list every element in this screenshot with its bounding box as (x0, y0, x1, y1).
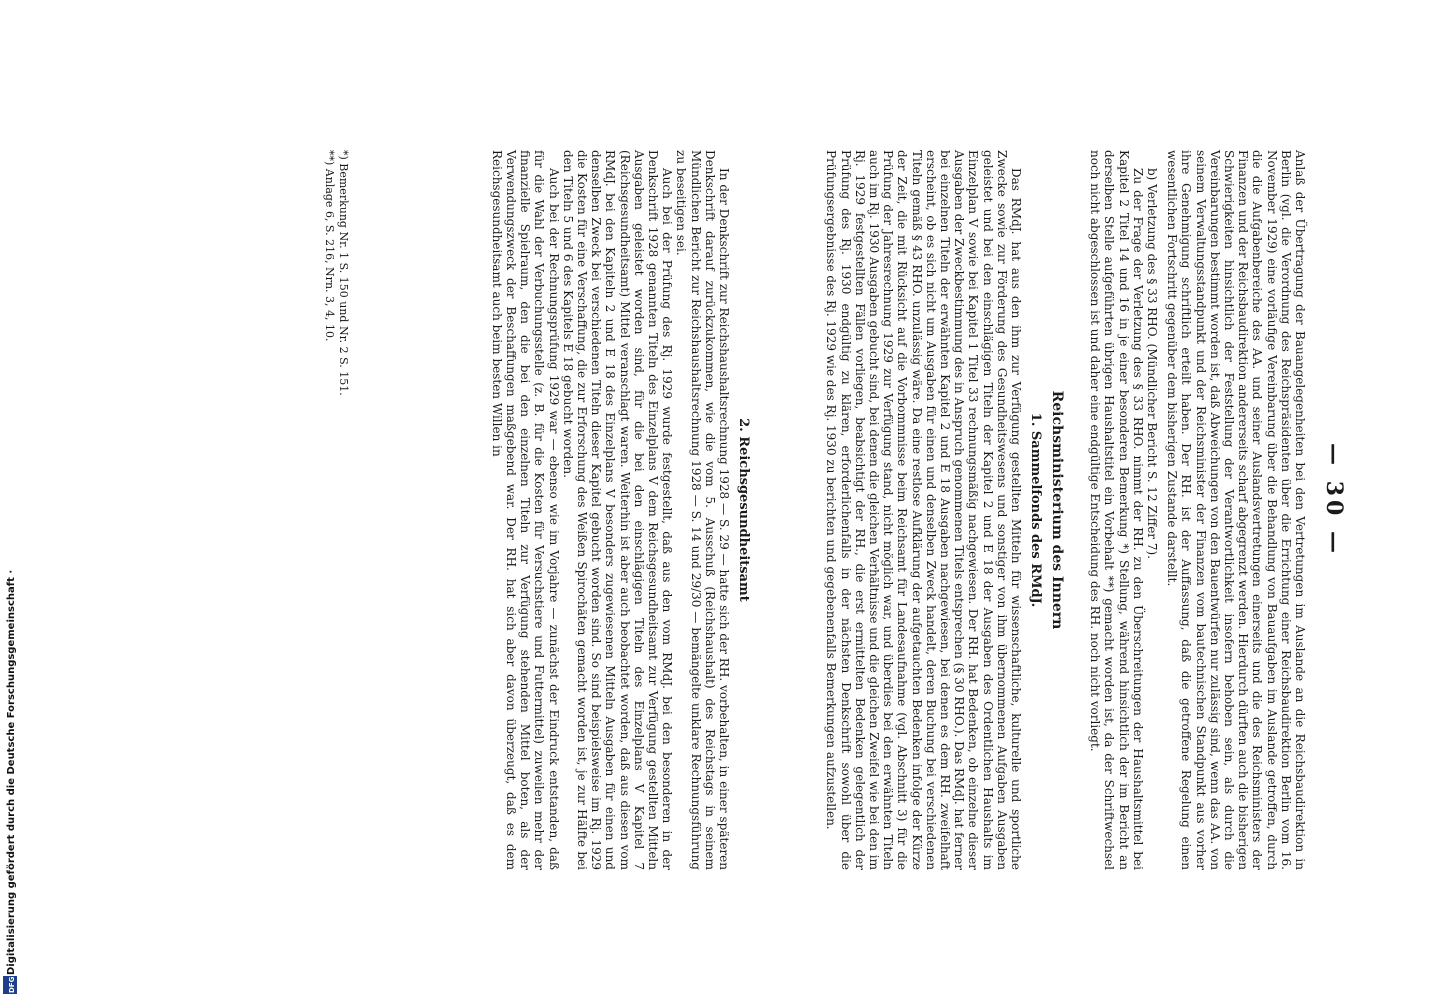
section-b-text: Zu der Frage der Verletzung des § 33 RHO. nimmt der RH. zu den Überschreitungen der Haushaltsmittel bei Kapitel 2 Titel 14 und 16 in je einer besonderen Bemerkung *) Stellung, während hinsichtlich der im Bericht an derselben Stelle aufgeführten übrigen Haushaltstitel ein Vorbehalt **) gemacht worden ist, da der Schriftwechsel noch nicht abgeschlossen ist und daher eine endgültige Entscheidung des RH. noch nicht vorliegt. (1088, 150, 1145, 870)
footnote-1: *) Bemerkung Nr. 1 S. 150 und Nr. 2 S. 151. (337, 150, 350, 396)
dfg-logo-icon: DFG (3, 976, 17, 994)
intro-paragraph: Anlaß der Übertragung der Bauangelegenheiten bei den Vertretungen im Auslande an die Reichsbaudirektion in Berlin (vgl. die Verordnung des Reichspräsidenten über die Errichtung einer Reichsbaudirektion Berlin vom 16. November 1929) eine vorläufige Vereinbarung über die Behandlung von Bauaufgaben im Auslande getroffen, durch die die Aufgabenbereiche des AA. und seiner Auslandsvertretungen einerseits und die des Reichsministers der Finanzen und der Reichsbaudirektion andererseits scharf abgegrenzt werden. Hierdurch dürften auch die bisherigen Schwierigkeiten hinsichtlich der Feststellung der Verantwortlichkeit insofern behoben sein, als durch die Vereinbarungen bestimmt worden ist, daß Abweichungen von den Bauentwürfen nur zulässig sind, wenn das AA. von seinem Verwaltungsstandpunkt und der Reichsminister der Finanzen vom bautechnischen Standpunkt aus vorher ihre Genehmigung schriftlich erteilt haben. Der RH. ist der Auffassung, daß die getroffene Regelung einen wesentlichen Fortschritt gegenüber dem bisherigen Zustande darstellt. (1165, 150, 1307, 870)
intro-text (1165, 150, 1307, 870)
footnote-2: **) Anlage 6, S. 216, Nrn. 3, 4, 10. (323, 150, 336, 342)
section-b (1088, 150, 1159, 870)
section-1-heading: 1. Sammelfonds des RMdJ. (1028, 412, 1043, 608)
section-2-paragraph-2: Auch bei der Prüfung des Rj. 1929 wurde festgestellt, daß aus den vom RMdJ. bei den besonderen in der Denkschrift 1928 genannten Titeln des Einzelplans V dem Reichsgesundheitsamt zur Verfügung gestellten Mitteln Ausgaben geleistet worden sind, für die bei den einschlägigen Titeln des Einzelplans V Kapitel 7 (Reichsgesundheitsamt) Mittel veranschlagt waren. Weiterhin ist aber auch beobachtet worden, daß aus diesen vom RMdJ. bei den Kapiteln 2 und E 18 des Einzelplans V besonders zugewiesenen Mitteln Ausgaben für einen und denselben Zweck bei verschiedenen Titeln dieser Kapitel gebucht worden sind. So sind beispielsweise im Rj. 1929 die Kosten für eine Verschaffung, die zur Erforschung des Weißen Spirochäten gemacht worden ist, je zur Hälfte bei den Titeln 5 und 6 des Kapitels E 18 gebucht worden. (560, 150, 675, 870)
section-2-paragraph-1: In der Denkschrift zur Reichshaushaltsrechnung 1928 — S. 29 — hatte sich der RH. vorbehalten, in einer späteren Denkschrift darauf zurückzukommen, wie die vom 5. Ausschuß (Reichshaushalt) des Reichstags in seinem Mündlichen Bericht zur Reichshaushaltsrechnung 1928 — S. 14 und 29/30 — bemängelte unklare Rechnungsführung zu beseitigen sei. (674, 150, 731, 870)
section-2-body (490, 150, 731, 870)
section-b-heading: b) Verletzung des § 33 RHO. (Mündlicher Bericht S. 12 Ziffer 7). (1145, 168, 1159, 559)
digitization-credit (4, 0, 20, 1000)
section-2-paragraph-3: Auch bei der Rechnungsprüfung 1929 war — ebenso wie im Vorjahre — zunächst der Eindruck entstanden, daß für die Wahl der Verbuchungsstelle (z. B. für die Kosten für Versuchstiere und Futtermittel) zuweilen mehr der finanzielle Spielraum, den die bei den einzelnen Titeln zur Verfügung stehenden Mittel boten, als der Verwendungszweck der Beschaffungen maßgebend war. Der RH. hat sich aber davon überzeugt, daß es dem Reichsgesundheitsamt auch beim besten Willen in (489, 150, 561, 870)
page-number: — 30 — (1321, 443, 1347, 557)
footnotes (322, 150, 350, 870)
credit-text: Digitalisierung gefördert durch die Deutsche Forschungsgemeinschaft · (6, 569, 17, 975)
section-2-heading: 2. Reichsgesundheitsamt (736, 418, 751, 602)
ministry-heading: Reichsministerium des Innern (1049, 390, 1065, 630)
section-1-paragraph: Das RMdJ. hat aus den ihm zur Verfügung gestellten Mitteln für wissenschaftliche, kulturelle und sportliche Zwecke sowie zur Förderung des Gesundheitswesens und sonstiger von ihm übernommenen Aufgaben Ausgaben geleistet und bei den einschlägigen Titeln der Kapitel 2 und E 18 der Ausgaben des Ordentlichen Haushalts im Einzelplan V sowie bei Kapitel 1 Titel 33 rechnungsmäßig nachgewiesen. Der RH. hat Bedenken, ob einzelne dieser Ausgaben der Zweckbestimmung des in Anspruch genommenen Titels entsprechen (§ 30 RHO.). Das RMdJ. hat ferner bei einzelnen Titeln der erwähnten Kapitel 2 und E 18 Ausgaben nachgewiesen, bei denen es dem RH. zweifelhaft erscheint, ob es sich nicht um Ausgaben für einen und denselben Zweck handelt, deren Buchung bei verschiedenen Titeln gemäß § 43 RHO. unzulässig wäre. Da eine restlose Aufklärung der aufgetauchten Bedenken infolge der Kürze der Zeit, die mit Rücksicht auf die Vorbommnisse beim Reichsamt für Landesaufnahme (vgl. Abschnitt 3) für die Prüfung der Jahresrechnung 1929 zur Verfügung stand, nicht möglich war, und überdies bei den erwähnten Titeln auch im Rj. 1930 Ausgaben gebucht sind, bei denen die gleichen Verhältnisse und die gleichen Zweifel wie bei den im Rj. 1929 festgestellten Fällen vorliegen, beabsichtigt der RH., die erst ermittelten Bedenken gelegentlich der Prüfung des Rj. 1930 endgültig zu klären, erforderlichenfalls in der nächsten Denkschrift sowohl über die Prüfungsergebnisse des Rj. 1929 wie des Rj. 1930 zu berichten und gegebenenfalls Bemerkungen aufzustellen. (824, 150, 1023, 870)
section-1-body (824, 150, 1023, 870)
rotated-document-page (145, 0, 1355, 1000)
